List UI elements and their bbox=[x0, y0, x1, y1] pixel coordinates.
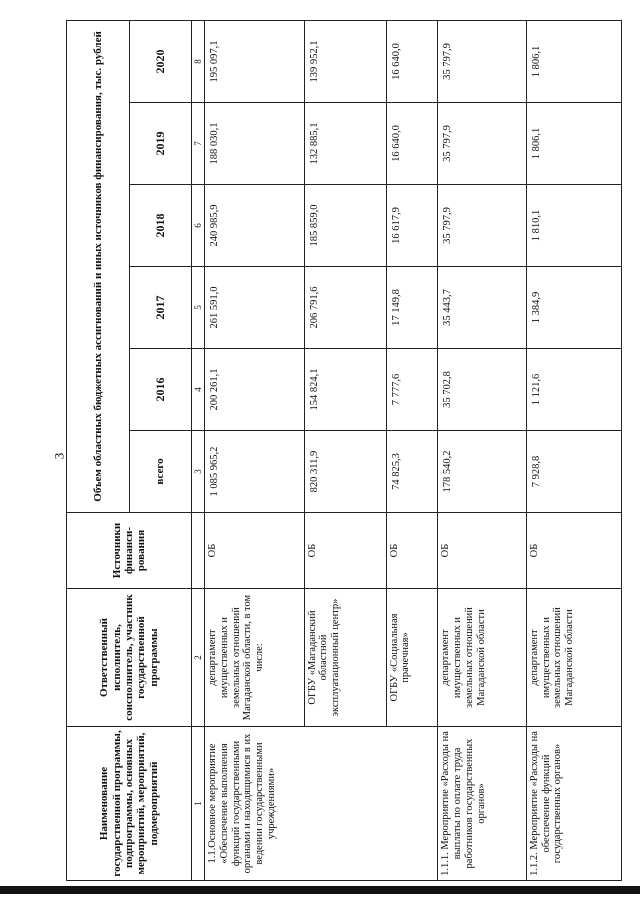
row-value: 240 985,9 bbox=[205, 185, 304, 267]
column-number: 1 bbox=[192, 727, 205, 881]
header-year: 2016 bbox=[129, 349, 192, 431]
row-name: 1.1.2. Мероприятие «Расходы на обеспечение функций государственных органов» bbox=[526, 727, 621, 881]
row-value: 185 859,0 bbox=[304, 185, 386, 267]
column-number: 3 bbox=[192, 431, 205, 513]
bottom-border-bar bbox=[0, 886, 640, 894]
row-value: 1 384,9 bbox=[526, 267, 621, 349]
row-value: 261 591,0 bbox=[205, 267, 304, 349]
row-executor: департамент имущественных и земельных отношений Магаданской области bbox=[526, 589, 621, 727]
column-number: 7 bbox=[192, 103, 205, 185]
row-value: 188 030,1 bbox=[205, 103, 304, 185]
row-value: 16 640,0 bbox=[386, 20, 438, 102]
table-row bbox=[205, 20, 304, 880]
row-value: 206 791,6 bbox=[304, 267, 386, 349]
row-value: 7 777,6 bbox=[386, 349, 438, 431]
funding-table bbox=[66, 20, 622, 881]
row-value: 1 121,6 bbox=[526, 349, 621, 431]
header-year: 2020 bbox=[129, 20, 192, 102]
row-value: 35 797,9 bbox=[438, 185, 527, 267]
header-year: 2019 bbox=[129, 103, 192, 185]
rotated-table-container bbox=[66, 21, 622, 881]
table-row bbox=[526, 20, 621, 880]
row-value-total: 7 928,8 bbox=[526, 431, 621, 513]
row-value: 16 640,0 bbox=[386, 103, 438, 185]
row-value-total: 178 540,2 bbox=[438, 431, 527, 513]
row-value: 139 952,1 bbox=[304, 20, 386, 102]
page-number: 3 bbox=[51, 452, 67, 460]
row-value: 35 797,9 bbox=[438, 20, 527, 102]
row-source: ОБ bbox=[304, 513, 386, 589]
row-value: 16 617,9 bbox=[386, 185, 438, 267]
column-number bbox=[192, 513, 205, 589]
row-value-total: 820 311,9 bbox=[304, 431, 386, 513]
row-value: 1 806,1 bbox=[526, 20, 621, 102]
header-funding-group: Объем областных бюджетных ассигнований и иных источников финансирования, тыс. рублей bbox=[67, 20, 130, 512]
row-value: 195 097,1 bbox=[205, 20, 304, 102]
row-value: 35 702,8 bbox=[438, 349, 527, 431]
row-value: 1 810,1 bbox=[526, 185, 621, 267]
header-executor: Ответственный исполнитель, соисполнитель, участник государственной программы bbox=[67, 589, 192, 727]
column-number: 8 bbox=[192, 20, 205, 102]
row-source: ОБ bbox=[438, 513, 527, 589]
row-value: 132 885,1 bbox=[304, 103, 386, 185]
row-value: 1 806,1 bbox=[526, 103, 621, 185]
row-source: ОБ bbox=[205, 513, 304, 589]
header-year: 2018 bbox=[129, 185, 192, 267]
column-number: 4 bbox=[192, 349, 205, 431]
header-program-name: Наименование государственной программы, подпрограммы, основных мероприятий, мероприятий, подмероприятий bbox=[67, 727, 192, 881]
row-value-total: 1 085 965,2 bbox=[205, 431, 304, 513]
row-executor: департамент имущественных и земельных отношений Магаданской области, в том числе: bbox=[205, 589, 304, 727]
row-value: 154 824,1 bbox=[304, 349, 386, 431]
row-value: 200 261,1 bbox=[205, 349, 304, 431]
row-value: 35 443,7 bbox=[438, 267, 527, 349]
row-value: 35 797,9 bbox=[438, 103, 527, 185]
column-number: 5 bbox=[192, 267, 205, 349]
row-executor: ОГБУ «Социальная прачечная» bbox=[386, 589, 438, 727]
header-year: 2017 bbox=[129, 267, 192, 349]
row-source: ОБ bbox=[386, 513, 438, 589]
row-value-total: 74 825,3 bbox=[386, 431, 438, 513]
row-executor: ОГБУ «Магаданский областной эксплуатационный центр» bbox=[304, 589, 386, 727]
column-number: 2 bbox=[192, 589, 205, 727]
row-value: 17 149,8 bbox=[386, 267, 438, 349]
row-executor: департамент имущественных и земельных отношений Магаданской области bbox=[438, 589, 527, 727]
column-number: 6 bbox=[192, 185, 205, 267]
header-funding-source: Источники финанси-рования bbox=[67, 513, 192, 589]
row-name: 1.1.1. Мероприятие «Расходы на выплаты по оплате труда работников государственных органов» bbox=[438, 727, 527, 881]
header-total: всего bbox=[129, 431, 192, 513]
row-name: 1.1.Основное мероприятие «Обеспечение выполнения функций государственными органами и находящимися в их ведении государственными учреждениями» bbox=[205, 727, 438, 881]
table-row bbox=[438, 20, 527, 880]
row-source: ОБ bbox=[526, 513, 621, 589]
